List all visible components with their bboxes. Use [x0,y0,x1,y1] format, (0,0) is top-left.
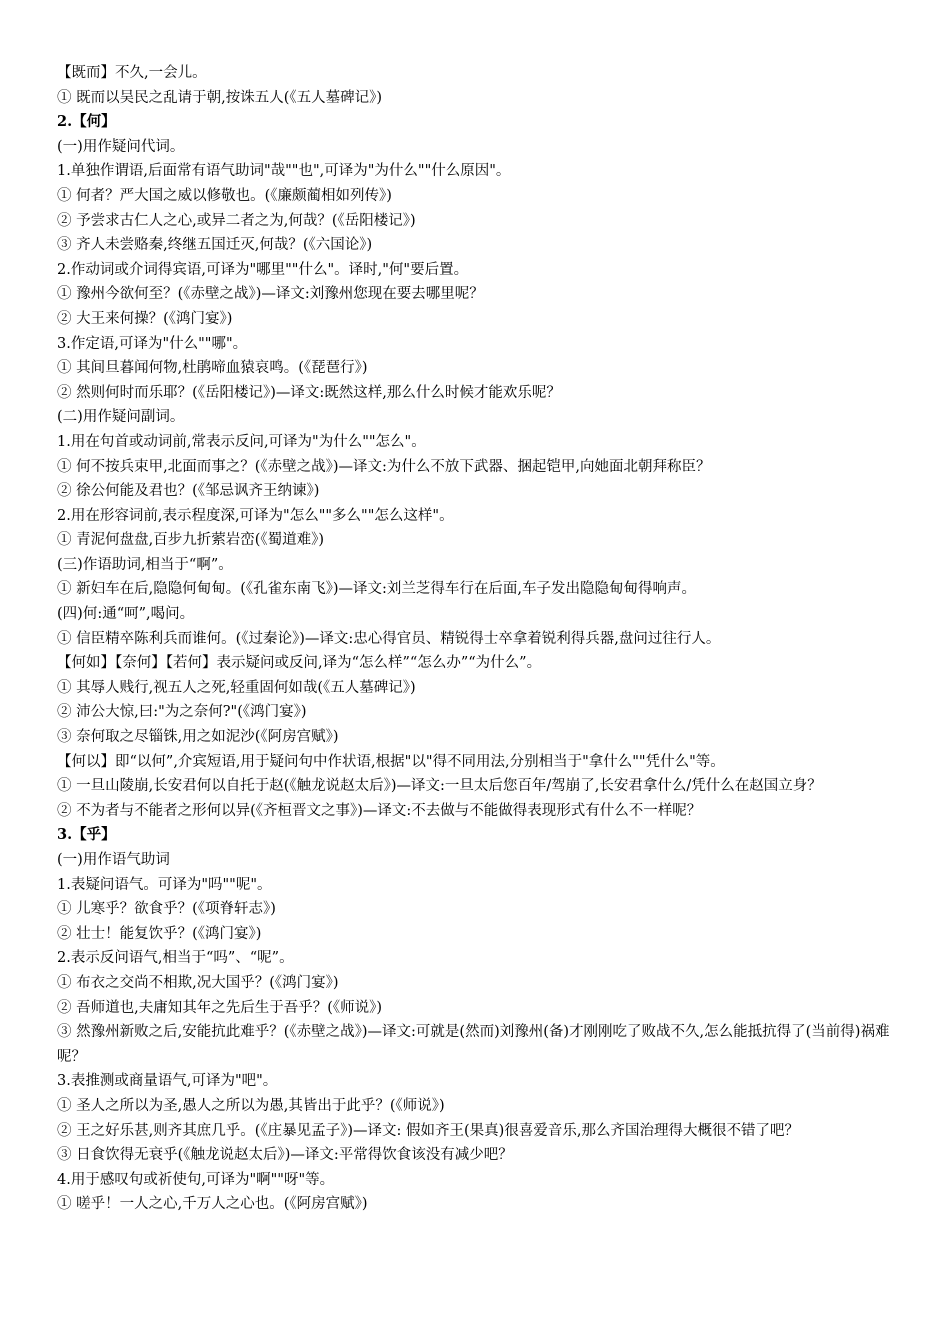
text-line: 2.作动词或介词得宾语,可译为"哪里""什么"。译时,"何"要后置。 [57,261,469,278]
text-line: ① 新妇车在后,隐隐何甸甸。(《孔雀东南飞》)—译文:刘兰芝得车行在后面,车子发出隐隐甸甸得响声。 [57,581,697,598]
text-line: ① 何不按兵束甲,北面而事之？(《赤壁之战》)—译文:为什么不放下武器、捆起铠甲,向她面北朝拜称臣？ [57,458,711,475]
text-line: ① 其辱人贱行,视五人之死,轻重固何如哉(《五人墓碑记》) [57,679,416,696]
text-line: ③ 日食饮得无衰乎(《触龙说赵太后》)—译文:平常得饮食该没有减少吧？ [57,1147,513,1164]
text-line: 1.单独作谓语,后面常有语气助词"哉""也",可译为"为什么""什么原因"。 [57,163,511,180]
text-line: ③ 齐人未尝赂秦,终继五国迁灭,何哉？(《六国论》) [57,237,373,254]
text-line: ① 布衣之交尚不相欺,况大国乎？(《鸿门宴》) [57,974,339,991]
text-line: ① 何者？严大国之威以修敬也。(《廉颇蔺相如列传》) [57,187,392,204]
text-line: 【何如】【奈何】【若何】表示疑问或反问,译为“怎么样”“怎么办”“为什么”。 [57,655,542,672]
text-line: ② 沛公大惊,曰:"为之奈何?"(《鸿门宴》) [57,704,307,721]
text-line: ① 圣人之所以为圣,愚人之所以为愚,其皆出于此乎？(《师说》) [57,1097,445,1114]
text-line: (四)何:通“呵”,喝问。 [57,606,195,623]
text-line: ① 青泥何盘盘,百步九折萦岩峦(《蜀道难》) [57,532,325,549]
text-line: 4.用于感叹句或祈使句,可译为"啊""呀"等。 [57,1171,335,1188]
text-line: (二)用作疑问副词。 [57,409,185,426]
text-line: 【何以】即“以何”,介宾短语,用于疑问句中作状语,根据"以"得不同用法,分别相当于"拿什么""凭什么"等。 [57,753,725,770]
section-heading: 2.【何】 [57,113,116,131]
document-page [57,61,897,1217]
text-line: ① 既而以吴民之乱请于朝,按诛五人(《五人墓碑记》) [57,89,383,106]
text-line: ① 信臣精卒陈利兵而谁何。(《过秦论》)—译文:忠心得官员、精锐得士卒拿着锐利得兵器,盘问过往行人。 [57,630,721,647]
text-line: ① 儿寒乎？欲食乎？(《项脊轩志》) [57,901,276,918]
text-line: 1.表疑问语气。可译为"吗""呢"。 [57,876,272,893]
text-line: 1.用在句首或动词前,常表示反问,可译为"为什么""怎么"。 [57,433,426,450]
text-line: 3.作定语,可译为"什么""哪"。 [57,335,248,352]
text-line: 2.用在形容词前,表示程度深,可译为"怎么""多么""怎么这样"。 [57,507,454,524]
text-line: ② 壮士！能复饮乎？(《鸿门宴》) [57,925,262,942]
text-line: 3.表推测或商量语气,可译为"吧"。 [57,1073,278,1090]
text-line: ② 大王来何操？(《鸿门宴》) [57,310,233,327]
text-line: ② 然则何时而乐耶？(《岳阳楼记》)—译文:既然这样,那么什么时候才能欢乐呢？ [57,384,561,401]
text-line: 【既而】不久,一会儿。 [57,65,207,81]
text-line: ① 嗟乎！一人之心,千万人之心也。(《阿房宫赋》) [57,1196,368,1213]
text-line: ③ 奈何取之尽锱铢,用之如泥沙(《阿房宫赋》) [57,729,339,746]
text-line: ② 予尝求古仁人之心,或异二者之为,何哉？(《岳阳楼记》) [57,212,416,229]
text-line: ① 一旦山陵崩,长安君何以自托于赵(《触龙说赵太后》)—译文:一旦太后您百年/驾崩了,长安君拿什么/凭什么在赵国立身？ [57,778,822,795]
text-line: (一)用作疑问代词。 [57,138,185,155]
text-line: ② 王之好乐甚,则齐其庶几乎。(《庄暴见孟子》)—译文: 假如齐王(果真)很喜爱音乐,那么齐国治理得大概很不错了吧？ [57,1122,799,1139]
text-line: ② 不为者与不能者之形何以异(《齐桓晋文之事》)—译文:不去做与不能做得表现形式有什么不一样呢？ [57,802,702,819]
section-heading: 3.【乎】 [57,826,116,844]
text-line: ② 徐公何能及君也？(《邹忌讽齐王纳谏》) [57,483,320,500]
text-line: (三)作语助词,相当于“啊”。 [57,556,233,573]
text-line: (一)用作语气助词 [57,852,170,868]
text-line: ① 其间旦暮闻何物,杜鹃啼血猿哀鸣。(《琵琶行》) [57,360,368,377]
text-line: ③ 然豫州新败之后,安能抗此难乎？(《赤壁之战》)—译文:可就是(然而)刘豫州(备)才刚刚吃了败战不久,怎么能抵抗得了(当前得)祸难呢？ [57,1024,890,1065]
text-line: ② 吾师道也,夫庸知其年之先后生于吾乎？(《师说》) [57,999,383,1016]
text-line: ① 豫州今欲何至？(《赤壁之战》)—译文:刘豫州您现在要去哪里呢？ [57,286,484,303]
text-line: 2.表示反问语气,相当于“吗”、“呢”。 [57,950,294,967]
